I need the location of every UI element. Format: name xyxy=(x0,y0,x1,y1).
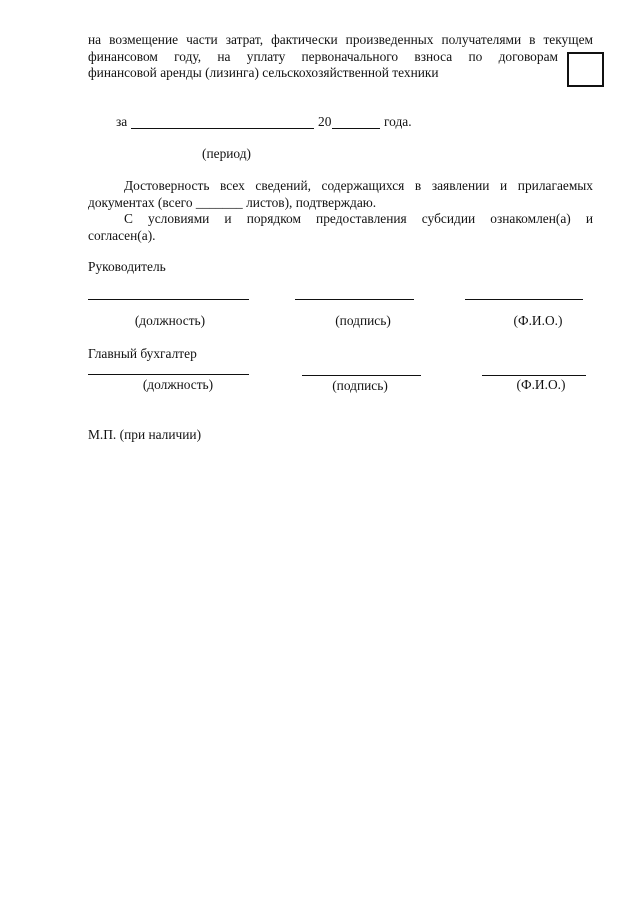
confirm-line-2: документах (всего _______ листов), подтверждаю. xyxy=(88,194,377,210)
head-position-line[interactable] xyxy=(88,299,249,300)
accountant-name-line[interactable] xyxy=(482,375,586,376)
confirmation-paragraph xyxy=(88,178,593,244)
accountant-position-label: (должность) xyxy=(142,377,214,392)
head-signature-line[interactable] xyxy=(295,299,414,300)
period-label: (период) xyxy=(202,146,252,161)
purpose-paragraph xyxy=(88,32,593,82)
head-name-line[interactable] xyxy=(465,299,583,300)
head-position-label: (должность) xyxy=(134,313,206,328)
head-name-label: (Ф.И.О.) xyxy=(513,313,563,328)
period-underline[interactable] xyxy=(131,128,314,129)
seal-text: М.П. (при наличии) xyxy=(88,427,202,442)
accountant-position-line[interactable] xyxy=(88,374,249,375)
period-prefix: за xyxy=(116,114,128,129)
year-suffix: года. xyxy=(384,114,412,129)
accountant-title: Главный бухгалтер xyxy=(88,346,197,361)
year-underline[interactable] xyxy=(332,128,380,129)
head-signature-label: (подпись) xyxy=(335,313,391,328)
confirm-line-1: Достоверность всех сведений, содержащихся в заявлении и прилагаемых xyxy=(124,178,593,193)
year-prefix: 20 xyxy=(318,114,332,129)
conditions-line-1: С условиями и порядком предоставления субсидии ознакомлен(а) и xyxy=(124,211,593,226)
accountant-name-label: (Ф.И.О.) xyxy=(516,377,566,392)
stamp-box xyxy=(567,52,604,87)
purpose-line-1: на возмещение части затрат, фактически произведенных получателями в текущем xyxy=(88,32,593,47)
accountant-signature-label: (подпись) xyxy=(332,378,388,393)
purpose-line-2: финансовом году, на уплату первоначального взноса по договорам xyxy=(88,48,558,64)
purpose-line-3: финансовой аренды (лизинга) сельскохозяйственной техники xyxy=(88,65,439,80)
accountant-signature-line[interactable] xyxy=(302,375,421,376)
head-title: Руководитель xyxy=(88,259,166,274)
conditions-line-2: согласен(а). xyxy=(88,227,156,243)
